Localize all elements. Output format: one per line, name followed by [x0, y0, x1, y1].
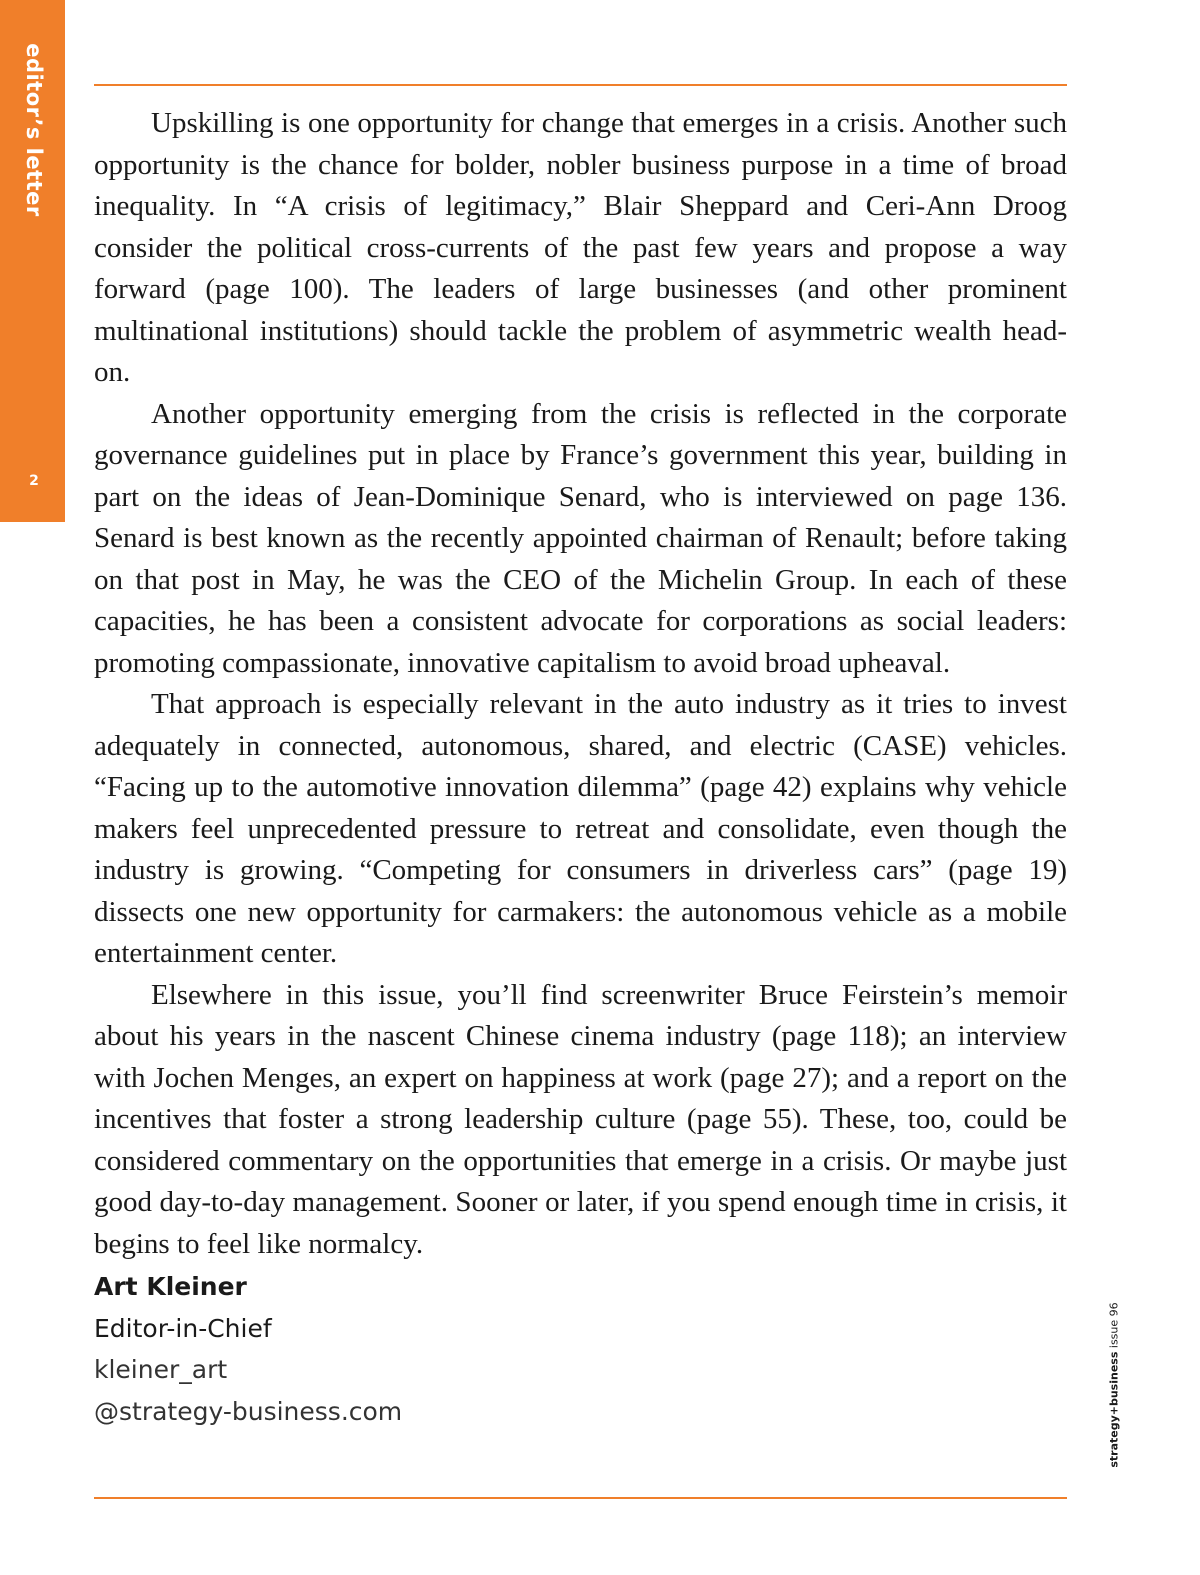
author-email-domain: @strategy-business.com — [94, 1396, 403, 1426]
page-number: 2 — [29, 473, 39, 489]
paragraph-2: Another opportunity emerging from the crisis is reflected in the corporate governance guidelines put in place by France’s government this year, building in part on the ideas of Jean-Dominique Senard, who is interviewed on page 136. Senard is best known as the recently appointed chairman of Renault; before taking on that post in May, he was the CEO of the Michelin Group. In each of these capacities, he has been a consistent advocate for corporations as social leaders: promoting compassionate, innovative capitalism to avoid broad upheaval. — [94, 397, 1067, 679]
issue-number: issue 96 — [1107, 1302, 1121, 1349]
paragraph-1: Upskilling is one opportunity for change that emerges in a crisis. Another such opportunity is the chance for bolder, nobler business purpose in a time of broad inequality. In “A crisis of legitimacy,” Blair Sheppard and Ceri-Ann Droog consider the political cross-currents of the past few years and propose a way forward (page 100). The leaders of large businesses (and other prominent multinational institutions) should tackle the problem of asymmetric wealth head-on. — [94, 107, 1067, 388]
article-body — [94, 103, 1067, 1265]
author-name: Art Kleiner — [94, 1272, 247, 1301]
top-rule — [94, 84, 1067, 86]
publication-name: strategy+business — [1107, 1351, 1121, 1468]
section-label: editor’s letter — [22, 43, 46, 217]
section-tab — [0, 0, 65, 522]
paragraph-4: Elsewhere in this issue, you’ll find screenwriter Bruce Feirstein’s memoir about his years in the nascent Chinese cinema industry (page 118); an interview with Jochen Menges, an expert on happiness at work (page 27); and a report on the incentives that foster a strong leadership culture (page 55). These, too, could be considered commentary on the opportunities that emerge in a crisis. Or maybe just good day-to-day management. Sooner or later, if you spend enough time in crisis, it begins to feel like normalcy. — [94, 978, 1067, 1260]
signature-block — [94, 1266, 402, 1432]
paragraph-3: That approach is especially relevant in the auto industry as it tries to invest adequately in connected, autonomous, shared, and electric (CASE) vehicles. “Facing up to the automotive innovation dilemma” (page 42) explains why vehicle makers feel unprecedented pressure to retreat and consolidate, even though the industry is growing. “Competing for consumers in driverless cars” (page 19) dissects one new opportunity for carmakers: the autonomous vehicle as a mobile entertainment center. — [94, 688, 1067, 969]
author-title: Editor-in-Chief — [94, 1313, 272, 1343]
issue-footer — [1108, 1302, 1121, 1467]
author-email-user: kleiner_art — [94, 1355, 228, 1384]
bottom-rule — [94, 1497, 1067, 1499]
